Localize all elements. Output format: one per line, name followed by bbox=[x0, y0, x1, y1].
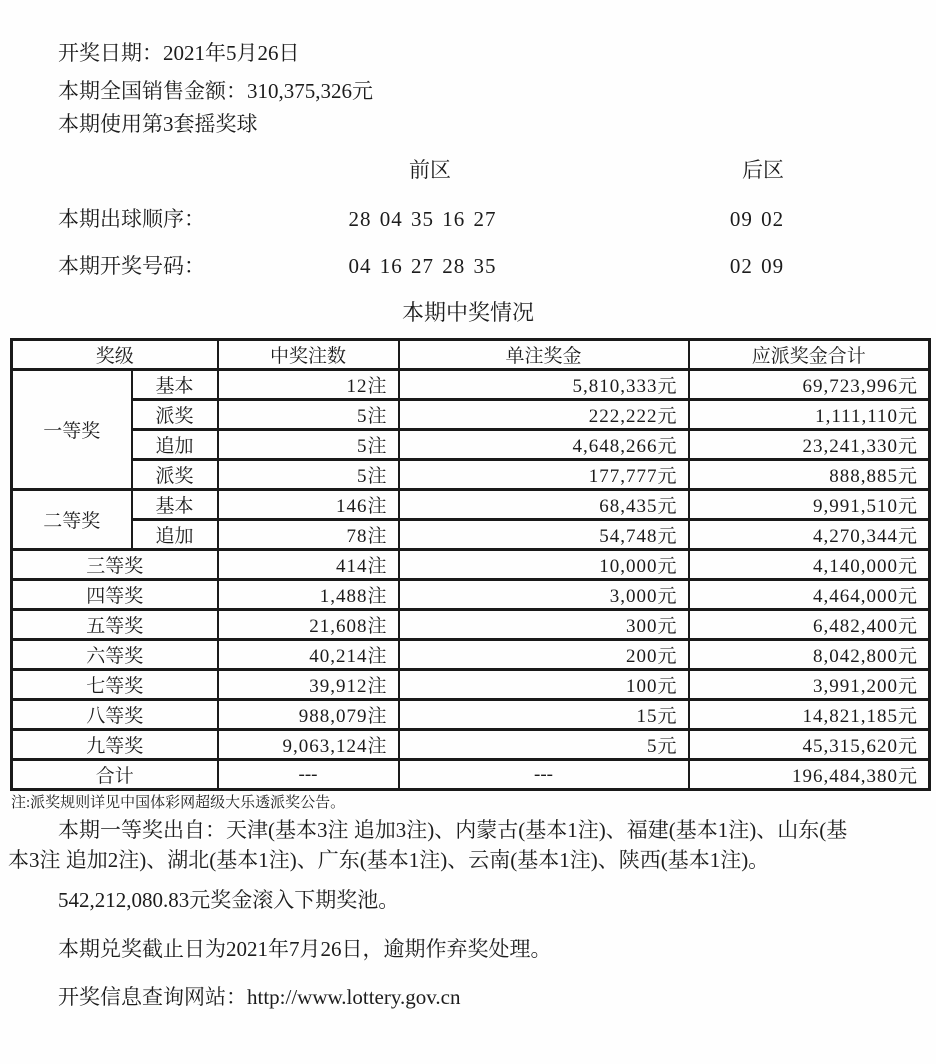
prize-level-cell: 九等奖 bbox=[12, 730, 218, 760]
total-prize-cell: 69,723,996元 bbox=[689, 370, 930, 400]
count-cell: --- bbox=[218, 760, 399, 790]
first-prize-winners-line1: 本期一等奖出自：天津(基本3注 追加3注)、内蒙古(基本1注)、福建(基本1注)、山东(基 bbox=[58, 818, 848, 842]
table-header-row bbox=[12, 340, 930, 370]
sales-amount-text: 本期全国销售金额：310,375,326元 bbox=[58, 79, 373, 103]
count-cell: 12注 bbox=[218, 370, 399, 400]
prize-table bbox=[10, 338, 931, 791]
prize-sub-cell: 派奖 bbox=[132, 400, 218, 430]
ball-set-text: 本期使用第3套摇奖球 bbox=[58, 112, 258, 136]
prize-sub-cell: 追加 bbox=[132, 520, 218, 550]
count-cell: 39,912注 bbox=[218, 670, 399, 700]
table-row bbox=[12, 370, 930, 400]
total-row-label-cell: 合计 bbox=[12, 760, 218, 790]
total-prize-cell: 6,482,400元 bbox=[689, 610, 930, 640]
table-row bbox=[12, 430, 930, 460]
prize-group-cell: 一等奖 bbox=[12, 370, 132, 490]
winning-numbers-front: 04 16 27 28 35 bbox=[348, 254, 497, 278]
table-row bbox=[12, 700, 930, 730]
redeem-deadline-text: 本期兑奖截止日为2021年7月26日，逾期作弃奖处理。 bbox=[58, 937, 552, 961]
count-cell: 5注 bbox=[218, 400, 399, 430]
count-cell: 78注 bbox=[218, 520, 399, 550]
count-cell: 21,608注 bbox=[218, 610, 399, 640]
total-prize-cell: 4,270,344元 bbox=[689, 520, 930, 550]
single-prize-cell: 5元 bbox=[399, 730, 689, 760]
single-prize-cell: --- bbox=[399, 760, 689, 790]
prize-table-title: 本期中奖情况 bbox=[401, 300, 534, 325]
count-cell: 146注 bbox=[218, 490, 399, 520]
first-prize-winners-line2: 本3注 追加2注)、湖北(基本1注)、广东(基本1注)、云南(基本1注)、陕西(基本1注)。 bbox=[8, 848, 770, 872]
count-cell: 988,079注 bbox=[218, 700, 399, 730]
total-prize-cell: 9,991,510元 bbox=[689, 490, 930, 520]
single-prize-cell: 10,000元 bbox=[399, 550, 689, 580]
single-prize-cell: 68,435元 bbox=[399, 490, 689, 520]
prize-sub-cell: 派奖 bbox=[132, 460, 218, 490]
draw-order-label: 本期出球顺序： bbox=[58, 207, 205, 231]
count-cell: 5注 bbox=[218, 460, 399, 490]
prize-level-cell: 四等奖 bbox=[12, 580, 218, 610]
total-prize-cell: 1,111,110元 bbox=[689, 400, 930, 430]
table-row bbox=[12, 610, 930, 640]
total-prize-cell: 196,484,380元 bbox=[689, 760, 930, 790]
prize-sub-cell: 追加 bbox=[132, 430, 218, 460]
prize-level-cell: 八等奖 bbox=[12, 700, 218, 730]
total-prize-cell: 45,315,620元 bbox=[689, 730, 930, 760]
rule-note-text: 注:派奖规则详见中国体彩网超级大乐透派奖公告。 bbox=[11, 795, 346, 811]
total-prize-cell: 4,464,000元 bbox=[689, 580, 930, 610]
count-cell: 40,214注 bbox=[218, 640, 399, 670]
back-zone-label: 后区 bbox=[742, 158, 784, 182]
table-row bbox=[12, 550, 930, 580]
winning-numbers-label: 本期开奖号码： bbox=[58, 254, 205, 278]
single-prize-cell: 100元 bbox=[399, 670, 689, 700]
total-prize-cell: 888,885元 bbox=[689, 460, 930, 490]
total-prize-cell: 8,042,800元 bbox=[689, 640, 930, 670]
prize-group-cell: 二等奖 bbox=[12, 490, 132, 550]
total-prize-cell: 14,821,185元 bbox=[689, 700, 930, 730]
single-prize-cell: 15元 bbox=[399, 700, 689, 730]
single-prize-cell: 5,810,333元 bbox=[399, 370, 689, 400]
single-prize-cell: 300元 bbox=[399, 610, 689, 640]
table-row bbox=[12, 670, 930, 700]
single-prize-cell: 54,748元 bbox=[399, 520, 689, 550]
single-prize-cell: 3,000元 bbox=[399, 580, 689, 610]
table-row bbox=[12, 520, 930, 550]
prize-level-cell: 三等奖 bbox=[12, 550, 218, 580]
draw-date-text: 开奖日期：2021年5月26日 bbox=[58, 41, 300, 65]
prize-sub-cell: 基本 bbox=[132, 490, 218, 520]
rollover-text: 542,212,080.83元奖金滚入下期奖池。 bbox=[58, 888, 400, 912]
total-prize-cell: 23,241,330元 bbox=[689, 430, 930, 460]
prize-level-cell: 七等奖 bbox=[12, 670, 218, 700]
header-count-cell: 中奖注数 bbox=[218, 340, 399, 370]
total-prize-cell: 4,140,000元 bbox=[689, 550, 930, 580]
header-total-prize-cell: 应派奖金合计 bbox=[689, 340, 930, 370]
prize-level-cell: 五等奖 bbox=[12, 610, 218, 640]
count-cell: 5注 bbox=[218, 430, 399, 460]
draw-order-back-numbers: 09 02 bbox=[729, 207, 785, 231]
single-prize-cell: 200元 bbox=[399, 640, 689, 670]
single-prize-cell: 4,648,266元 bbox=[399, 430, 689, 460]
table-row bbox=[12, 640, 930, 670]
table-row bbox=[12, 490, 930, 520]
table-row bbox=[12, 400, 930, 430]
table-row bbox=[12, 460, 930, 490]
count-cell: 9,063,124注 bbox=[218, 730, 399, 760]
table-row bbox=[12, 730, 930, 760]
table-total-row bbox=[12, 760, 930, 790]
single-prize-cell: 222,222元 bbox=[399, 400, 689, 430]
header-level-cell: 奖级 bbox=[12, 340, 218, 370]
query-site-text: 开奖信息查询网站：http://www.lottery.gov.cn bbox=[58, 985, 461, 1009]
winning-numbers-back: 02 09 bbox=[729, 254, 785, 278]
draw-order-front-numbers: 28 04 35 16 27 bbox=[348, 207, 497, 231]
count-cell: 414注 bbox=[218, 550, 399, 580]
prize-level-cell: 六等奖 bbox=[12, 640, 218, 670]
single-prize-cell: 177,777元 bbox=[399, 460, 689, 490]
header-single-prize-cell: 单注奖金 bbox=[399, 340, 689, 370]
prize-sub-cell: 基本 bbox=[132, 370, 218, 400]
count-cell: 1,488注 bbox=[218, 580, 399, 610]
total-prize-cell: 3,991,200元 bbox=[689, 670, 930, 700]
table-row bbox=[12, 580, 930, 610]
front-zone-label: 前区 bbox=[409, 158, 451, 182]
